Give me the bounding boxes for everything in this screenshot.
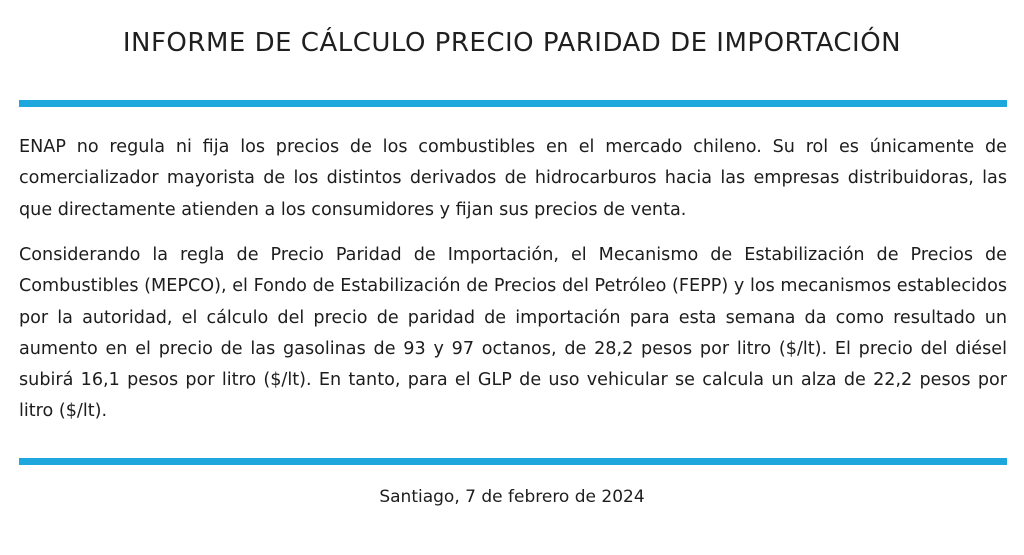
document-date: Santiago, 7 de febrero de 2024 xyxy=(379,487,645,507)
paragraph-enap-role: ENAP no regula ni fija los precios de los combustibles en el mercado chileno. Su rol es únicamente de comercializador mayorista de los distintos derivados de hidrocarburos hacia las empresas distribuidoras, las que directamente atienden a los consumidores y fijan sus precios de venta. xyxy=(19,137,1007,220)
bottom-divider xyxy=(19,458,1007,465)
paragraph-price-calculation: Considerando la regla de Precio Paridad de Importación, el Mecanismo de Estabilización de Precios de Combustibles (MEPCO), el Fondo de Estabilización de Precios del Petróleo (FEPP) y los mecanismos establecidos por la autoridad, el cálculo del precio de paridad de importación para esta semana da como resultado un aumento en el precio de las gasolinas de 93 y 97 octanos, de 28,2 pesos por litro ($/lt). El precio del diésel subirá 16,1 pesos por litro ($/lt). En tanto, para el GLP de uso vehicular se calcula un alza de 22,2 pesos por litro ($/lt). xyxy=(19,245,1007,422)
document-title: INFORME DE CÁLCULO PRECIO PARIDAD DE IMPORTACIÓN xyxy=(122,28,902,58)
top-divider xyxy=(19,100,1007,107)
